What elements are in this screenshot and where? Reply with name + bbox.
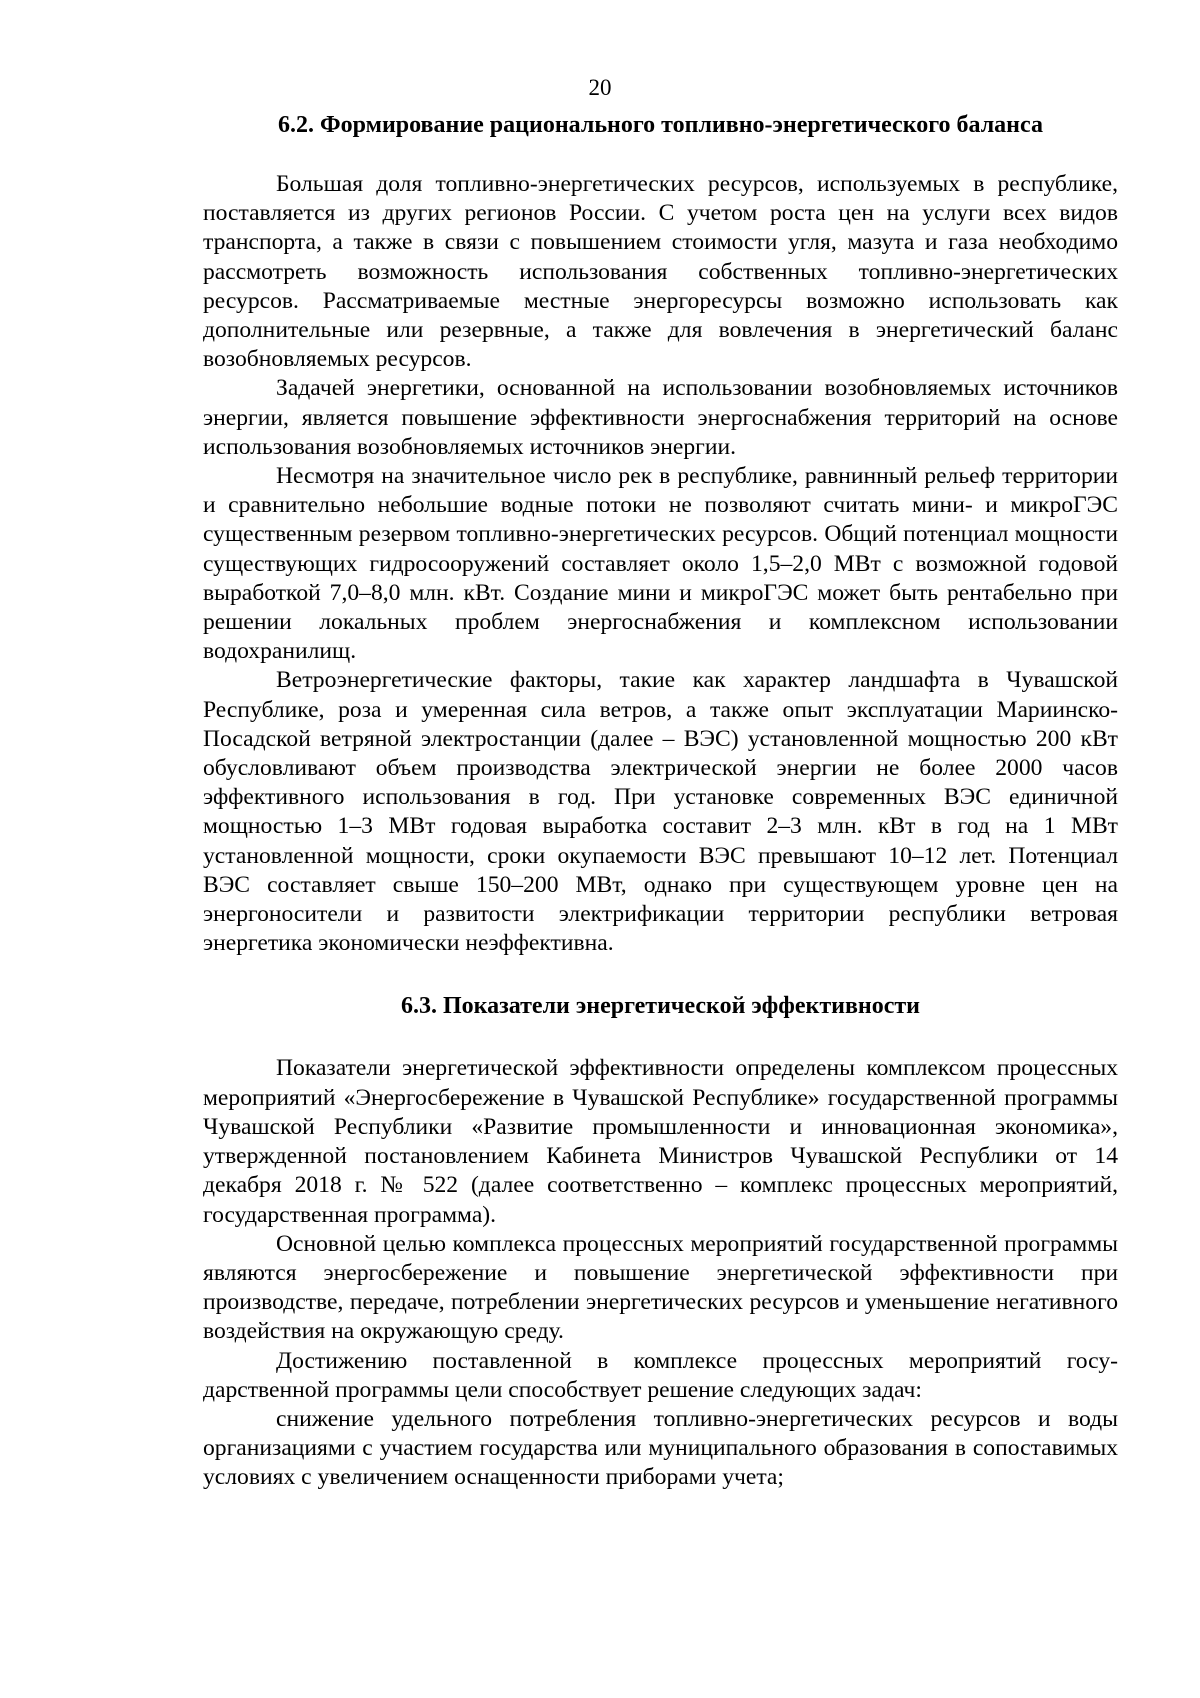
paragraph: Несмотря на значительное число рек в республике, равнинный рельеф территории и сравнительно небольшие водные потоки не позволяют считать мини- и микроГЭС существенным резервом топливно-энергетических ресурсов. Общий потенциал мощности существующих гидросооружений составляет около 1,5–2,0 МВт с возможной годовой выработкой 7,0–8,0 млн. кВт. Создание мини и микроГЭС может быть рентабельно при решении локальных проблем энергоснабжения и комплексном использовании водохранилищ. (203, 463, 1118, 665)
document-body (203, 110, 1118, 1493)
paragraph: Задачей энергетики, основанной на использовании возобновляемых источников энергии, является повышение эффективности энергоснабжения территорий на основе использования возобновляемых источников энергии. (203, 375, 1118, 460)
paragraph: Ветроэнергетические факторы, такие как характер ландшафта в Чувашской Республике, роза и умеренная сила ветров, а также опыт эксплуатации Мариинско-Посадской ветряной электростанции (далее – ВЭС) установленной мощностью 200 кВт обусловливают объем производства электрической энергии не более 2000 часов эффективного использования в год. При установке современных ВЭС единичной мощностью 1–3 МВт годовая выработка составит 2–3 млн. кВт в год на 1 МВт установленной мощности, сроки окупаемости ВЭС превышают 10–12 лет. Потенциал ВЭС составляет свыше 150–200 МВт, однако при существующем уровне цен на энергоносители и развитости электрификации территории республики ветровая энергетика экономически неэффективна. (203, 667, 1118, 957)
page-number: 20 (588, 75, 612, 100)
paragraph: Достижению поставленной в комплексе процессных мероприятий государственной программы цели способствует решение следующих задач: (203, 1347, 1118, 1403)
section-heading-6-3: 6.3. Показатели энергетической эффективности (400, 993, 920, 1020)
paragraph: Большая доля топливно-энергетических ресурсов, используемых в республике, поставляется из других регионов России. С учетом роста цен на услуги всех видов транспорта, а также в связи с повышением стоимости угля, мазута и газа необходимо рассмотреть возможность использования собственных топливно-энергетических ресурсов. Рассматриваемые местные энергоресурсы возможно использовать как дополнительные или резервные, а также для вовлечения в энергетический баланс возобновляемых ресурсов. (203, 171, 1118, 373)
paragraph: снижение удельного потребления топливно-энергетических ресурсов и воды организациями с участием государства или муниципального образования в сопоставимых условиях с увеличением оснащенности приборами учета; (203, 1405, 1118, 1491)
paragraph: Показатели энергетической эффективности определены комплексом процессных мероприятий «Энергосбережение в Чувашской Республике» государственной программы Чувашской Республики «Развитие промышленности и инновационная экономика», утвержденной постановлением Кабинета Министров Чувашской Республики от 14 декабря 2018 г. № 522 (далее соответственно – комплекс процессных мероприятий, государственная программа). (203, 1055, 1118, 1228)
section-heading-6-2: 6.2. Формирование рационального топливно-энергетического баланса (278, 112, 1043, 138)
paragraph: Основной целью комплекса процессных мероприятий государственной программы являются энергосбережение и повышение энергетической эффективности при производстве, передаче, потреблении энергетических ресурсов и уменьшение негативного воздействия на окружающую среду. (203, 1230, 1118, 1345)
